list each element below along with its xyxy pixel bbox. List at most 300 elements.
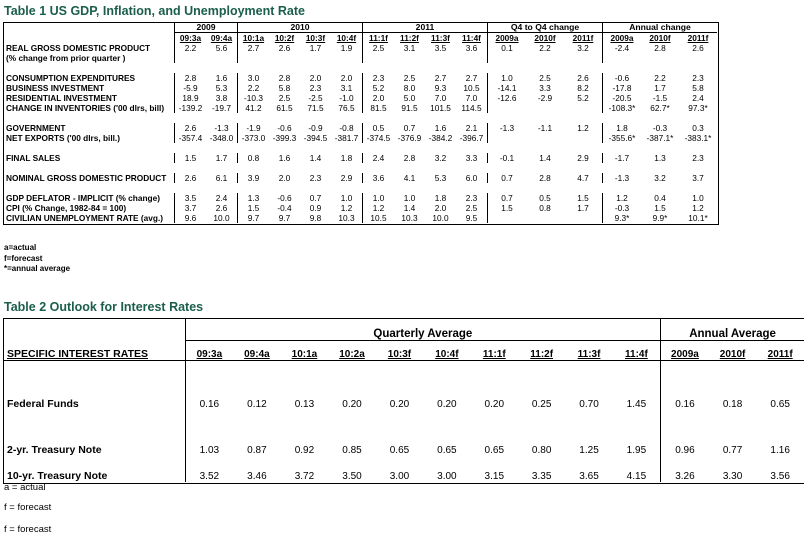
table1-cell: 2.6: [215, 203, 228, 213]
table2-cell: 0.18: [722, 399, 743, 410]
table2-row-spacer-cell: [185, 410, 233, 430]
table1-cell: 2.4: [363, 153, 395, 163]
table1-cell: [238, 53, 270, 63]
table2-cell: 3.56: [770, 471, 790, 482]
table1-cell: 2.3: [309, 173, 322, 183]
table1-cell: -383.1*: [684, 133, 712, 143]
table1-cell: [175, 53, 207, 63]
table2-column-header: 10:1a: [291, 348, 318, 360]
table1-row-label: NOMINAL GROSS DOMESTIC PRODUCT: [6, 173, 167, 183]
table-row: [3, 384, 804, 410]
table2-header-rule: [3, 360, 185, 384]
table2-cell: 3.50: [342, 471, 362, 482]
table1-cell: [564, 213, 603, 223]
table1-cell: 0.7: [488, 173, 527, 183]
table2-cell: 0.65: [389, 445, 410, 456]
table2: [3, 318, 804, 482]
table1-cell: 9.3: [434, 83, 447, 93]
table1-cell: 1.2: [340, 203, 353, 213]
table1-cell: -0.6: [603, 73, 642, 83]
table1-cell: 0.9: [309, 203, 322, 213]
table1-column-header: 11:3f: [431, 33, 450, 43]
table1-cell: -0.3: [652, 123, 668, 133]
table1-note-f: f=forecast: [4, 253, 43, 263]
table1-cell: [394, 53, 425, 63]
table1-cell: 8.2: [577, 83, 589, 93]
table1-column-header: 10:2f: [274, 33, 295, 43]
table2-cell: 3.46: [247, 471, 267, 482]
table2-cell: 0.16: [199, 399, 220, 410]
table2-cell: 0.20: [389, 399, 410, 410]
table1-cell: 2.0: [309, 73, 322, 83]
table1-cell: -1.0: [339, 93, 354, 103]
table1-cell: 1.8: [340, 153, 353, 163]
table1-cell: 61.5: [276, 103, 293, 113]
table1-group-header: 2010: [238, 22, 363, 33]
table2-cell: 0.70: [579, 399, 599, 410]
table1-cell: 81.5: [363, 103, 395, 113]
table2-row-label: 2-yr. Treasury Note: [3, 430, 185, 456]
table1: [3, 22, 717, 223]
table2-column-header: 09:3a: [196, 348, 223, 360]
table2-header-rule-cell: [565, 360, 612, 384]
table1-cell: -373.0: [238, 133, 270, 143]
table1-row-spacer: [3, 183, 717, 193]
table1-cell: 0.3: [692, 123, 704, 133]
table1-cell: 10.3: [401, 213, 418, 223]
table1-group-header: 2011: [363, 22, 488, 33]
table1-cell: -0.4: [277, 203, 292, 213]
table1-cell: -12.6: [488, 93, 527, 103]
table2-header-rule-cell: [281, 360, 329, 384]
table2-stub-header: SPECIFIC INTEREST RATES: [3, 340, 185, 360]
table1-cell: 1.6: [434, 123, 447, 133]
table1-column-header: 11:1f: [363, 33, 395, 44]
table1-cell: -10.3: [238, 93, 270, 103]
table1-cell: 1.3: [238, 193, 270, 203]
table1-cell: 2.5: [539, 73, 551, 83]
table1-cell: 1.3: [654, 153, 666, 163]
table1-cell: -381.7: [334, 133, 359, 143]
table1-cell: [526, 213, 564, 223]
table2-cell: 1.25: [579, 445, 599, 456]
table1-cell: 0.7: [309, 193, 322, 203]
table1-cell: 6.0: [465, 173, 478, 183]
table1-cell: -396.7: [459, 133, 484, 143]
table-row: [3, 203, 717, 213]
table2-notes: [4, 478, 51, 518]
table2-stub-corner: [3, 318, 185, 340]
table1-cell: -376.9: [397, 133, 422, 143]
table1-cell: 0.5: [539, 193, 551, 203]
table1-row-label: CHANGE IN INVENTORIES ('00 dlrs, bill): [6, 103, 165, 113]
table1-cell: [425, 53, 456, 63]
table1-cell: 1.8: [434, 193, 447, 203]
table2-cell: 1.03: [199, 445, 220, 456]
table1-cell: -355.6*: [603, 133, 642, 143]
table1-cell: -1.3: [488, 123, 527, 133]
table1-cell: [300, 53, 331, 63]
table1-cell: 0.7: [488, 193, 527, 203]
table1-cell: 9.3*: [603, 213, 642, 223]
table1-cell: 76.5: [338, 103, 355, 113]
table1-cell: [526, 103, 564, 113]
table2-header-rule-cell: [756, 360, 804, 384]
table1-cell: 1.0: [363, 193, 395, 203]
table1-cell: 3.6: [363, 173, 395, 183]
table1-group-header: Q4 to Q4 change: [488, 22, 603, 33]
table1-cell: 1.0: [403, 193, 416, 203]
table1-row-label: GOVERNMENT: [6, 123, 66, 133]
table1-cell: 9.7: [238, 213, 270, 223]
table1-stub-corner: [3, 22, 175, 33]
table1-row-label: CIVILIAN UNEMPLOYMENT RATE (avg.): [6, 213, 164, 223]
table1-notes: [4, 243, 70, 275]
table-row: [3, 430, 804, 456]
table2-row-spacer-cell: [709, 410, 757, 430]
table1-cell: 2.9: [340, 173, 353, 183]
table1-group-header: 2009: [175, 22, 238, 33]
table-row: [3, 173, 717, 183]
table1-cell: 1.2: [577, 123, 589, 133]
table2-header-rule-cell: [709, 360, 757, 384]
table1-cell: 2.7: [465, 73, 478, 83]
table1-cell: [526, 53, 564, 63]
table1-column-header: 2010f: [649, 33, 671, 43]
table1-cell: 0.5: [363, 123, 395, 133]
table2-header-rule-cell: [423, 360, 470, 384]
table2-row-spacer-cell: [423, 410, 470, 430]
table1-row-spacer: [3, 163, 717, 173]
table2-row-spacer-cell: [756, 410, 804, 430]
table2-row-label: 10-yr. Treasury Note: [3, 456, 185, 482]
table1-cell: 2.8: [539, 173, 551, 183]
table1-cell: -348.0: [209, 133, 234, 143]
table2-cell: 0.87: [247, 445, 267, 456]
table2-cell: 1.95: [626, 445, 647, 456]
table1-cell: -387.1*: [646, 133, 674, 143]
table1-cell: -0.8: [339, 123, 354, 133]
table2-column-header: 11:3f: [577, 348, 601, 360]
table2-column-header: 2010f: [719, 348, 746, 360]
table1-cell: 10.5: [363, 213, 395, 223]
table2-cell: 0.65: [484, 445, 505, 456]
table1-cell: -1.3: [214, 123, 229, 133]
table1-cell: 2.5: [403, 73, 416, 83]
table1-cell: 18.9: [175, 93, 207, 103]
table1-cell: 1.7: [215, 153, 228, 163]
table2-cell: 0.65: [437, 445, 457, 456]
table1-cell: -14.1: [488, 83, 527, 93]
table1-cell: 9.7: [278, 213, 291, 223]
table1-column-header: 2009a: [488, 33, 527, 44]
table1-column-header: 2011f: [572, 33, 594, 43]
table1-cell: 2.3: [692, 73, 704, 83]
table2-notes-extra: f = forecast: [4, 524, 52, 535]
table1-cell: 5.6: [215, 43, 228, 53]
table2-column-header: 2011f: [767, 348, 793, 360]
table1-column-header: 10:1a: [238, 33, 270, 44]
table-row: [3, 83, 717, 93]
table-row: [3, 103, 717, 113]
table1-cell: 1.0: [340, 193, 353, 203]
table2-cell: 0.80: [531, 445, 552, 456]
table1-cell: 71.5: [307, 103, 324, 113]
table2-cell: 0.20: [484, 399, 505, 410]
table2-note-f: f = forecast: [4, 502, 52, 513]
table2-header-rule-cell: [518, 360, 565, 384]
table1-row-label: RESIDENTIAL INVESTMENT: [6, 93, 117, 103]
table1-cell: 1.4: [309, 153, 322, 163]
table1-colhdr-stub: [3, 33, 175, 44]
table1-cell: [206, 53, 238, 63]
table1-cell: 5.8: [278, 83, 291, 93]
table2-column-header: 09:4a: [244, 348, 270, 360]
table2-column-header: 10:2a: [339, 348, 365, 360]
table1-column-header: 10:3f: [305, 33, 326, 43]
table-row: [3, 53, 717, 63]
table1-cell: -0.1: [488, 153, 527, 163]
table1-cell: 9.5: [465, 213, 478, 223]
table2-row-spacer-cell: [328, 410, 376, 430]
table2-cell: 0.12: [247, 399, 267, 410]
table1-title: Table 1 US GDP, Inflation, and Unemployment Rate: [4, 4, 305, 18]
table1-cell: [564, 53, 603, 63]
table1-cell: 1.5: [654, 203, 666, 213]
table1-cell: -0.6: [277, 123, 292, 133]
table1-cell: 1.2: [692, 203, 704, 213]
table-row: [3, 43, 717, 53]
table1-row-label: REAL GROSS DOMESTIC PRODUCT: [6, 43, 151, 53]
table2-row-label: Federal Funds: [3, 384, 185, 410]
table1-cell: 3.6: [465, 43, 478, 53]
table1-cell: 10.0: [432, 213, 449, 223]
table1-cell: 10.0: [213, 213, 230, 223]
table2-header-rule-cell: [328, 360, 376, 384]
table1-cell: -1.9: [238, 123, 270, 133]
table1-cell: 101.5: [430, 103, 451, 113]
table1-cell: 2.3: [363, 73, 395, 83]
table1-cell: -108.3*: [603, 103, 642, 113]
table1-cell: 2.3: [309, 83, 322, 93]
table1-cell: -2.9: [537, 93, 553, 103]
table1-cell: 2.7: [238, 43, 270, 53]
table1-cell: -0.3: [603, 203, 642, 213]
table1-cell: 2.6: [577, 73, 589, 83]
table2-cell: 0.65: [770, 399, 790, 410]
table2-column-header: 11:4f: [625, 348, 648, 360]
table2-header-rule-cell: [661, 360, 709, 384]
table1-row-label: CPI (% Change, 1982-84 = 100): [6, 203, 127, 213]
table1-row-label: (% change from prior quarter ): [6, 53, 126, 63]
table2-row-spacer-cell: [518, 410, 565, 430]
table2-header-rule-cell: [613, 360, 661, 384]
table1-cell: 2.1: [465, 123, 478, 133]
table2-cell: 0.77: [722, 445, 743, 456]
table1-cell: 3.9: [238, 173, 270, 183]
table1-cell: -384.2: [428, 133, 453, 143]
table2-column-header: 2009a: [661, 340, 709, 360]
table1-column-header: 2009a: [603, 33, 642, 44]
table1-cell: 3.8: [215, 93, 228, 103]
table1-cell: 41.2: [238, 103, 270, 113]
table2-row-spacer-cell: [376, 410, 423, 430]
table1-cell: 3.7: [175, 203, 207, 213]
table2-column-header: 10:4f: [435, 348, 459, 360]
table1-cell: -357.4: [175, 133, 207, 143]
table1-cell: 97.3*: [688, 103, 708, 113]
table2-cell: 3.15: [484, 471, 505, 482]
table2-row-spacer-label: [3, 410, 185, 430]
table1-cell: -0.9: [308, 123, 323, 133]
table1-row-label: CONSUMPTION EXPENDITURES: [6, 73, 136, 83]
table1-cell: 2.0: [363, 93, 395, 103]
table1-cell: 1.6: [278, 153, 291, 163]
table2-note-a: a = actual: [4, 482, 46, 493]
table1-cell: 10.5: [463, 83, 480, 93]
table1-cell: 0.8: [238, 153, 270, 163]
table-row: [3, 456, 804, 482]
table-row: [3, 93, 717, 103]
table1-column-header: 09:4a: [210, 33, 233, 43]
table2-cell: 0.25: [531, 399, 552, 410]
table1-cell: [488, 213, 527, 223]
table1-note-a: a=actual: [4, 243, 37, 252]
table1-cell: 1.2: [603, 193, 642, 203]
table1-cell: 4.1: [403, 173, 416, 183]
table-row: [3, 73, 717, 83]
table1-cell: 2.2: [539, 43, 551, 53]
table1-cell: 2.3: [465, 193, 478, 203]
table1-cell: 2.2: [654, 73, 666, 83]
table1-cell: 9.8: [309, 213, 322, 223]
table1-cell: 2.6: [175, 123, 207, 133]
table1-row-spacer: [3, 63, 717, 73]
table1-cell: 91.5: [401, 103, 418, 113]
table1-column-header: 2011f: [687, 33, 709, 43]
table1-row-label: BUSINESS INVESTMENT: [6, 83, 105, 93]
table1-row-label: NET EXPORTS ('00 dlrs, bill.): [6, 133, 121, 143]
table1-cell: 1.7: [654, 83, 666, 93]
table1-cell: -1.5: [652, 93, 668, 103]
table1-cell: 4.7: [577, 173, 589, 183]
table1-cell: -139.2: [175, 103, 207, 113]
table1-cell: [564, 133, 603, 143]
table1-cell: 2.5: [465, 203, 478, 213]
table1-cell: [363, 53, 395, 63]
table1-cell: 6.1: [215, 173, 228, 183]
table1-cell: 2.2: [238, 83, 270, 93]
table1-cell: 3.1: [403, 43, 416, 53]
table2-cell: 3.00: [389, 471, 410, 482]
table1-cell: 7.0: [434, 93, 447, 103]
table-row: [3, 123, 717, 133]
table1-cell: [564, 103, 603, 113]
table2-cell: 4.15: [626, 471, 647, 482]
table1-cell: 2.5: [363, 43, 395, 53]
table1-cell: 10.3: [338, 213, 355, 223]
table1-cell: 10.1*: [688, 213, 708, 223]
table1-cell: [456, 53, 488, 63]
table1-cell: 8.0: [403, 83, 416, 93]
table1-cell: -20.5: [603, 93, 642, 103]
table2-row-spacer-cell: [613, 410, 661, 430]
table1-cell: 2.4: [692, 93, 704, 103]
table1-cell: 3.1: [340, 83, 353, 93]
table1-cell: -1.7: [603, 153, 642, 163]
table1-cell: 5.8: [692, 83, 704, 93]
table1-column-header: 2010f: [534, 33, 556, 43]
table1-cell: 114.5: [461, 103, 482, 113]
table1-cell: [603, 53, 642, 63]
table1-cell: 7.0: [465, 93, 478, 103]
table1-cell: [269, 53, 300, 63]
table1-cell: 1.9: [340, 43, 353, 53]
table1-cell: 2.6: [278, 43, 291, 53]
table2-cell: 0.16: [661, 384, 709, 410]
table1-cell: 5.0: [403, 93, 416, 103]
table1-cell: 2.8: [654, 43, 666, 53]
table2-cell: 0.96: [661, 430, 709, 456]
table2-cell: 3.65: [579, 471, 599, 482]
table1-cell: 3.2: [434, 153, 447, 163]
table1-cell: 3.5: [434, 43, 447, 53]
table1-cell: 2.6: [175, 173, 207, 183]
table2-title: Table 2 Outlook for Interest Rates: [4, 300, 204, 314]
table1-cell: 1.4: [403, 203, 416, 213]
table1-cell: 1.5: [577, 193, 589, 203]
table1-cell: 3.7: [692, 173, 704, 183]
table2-header-rule-cell: [185, 360, 233, 384]
table2-cell: 1.45: [626, 399, 647, 410]
table1-cell: 5.2: [577, 93, 589, 103]
table1-cell: 2.0: [340, 73, 353, 83]
table1-cell: 3.2: [577, 43, 589, 53]
table2-group-header: Annual Average: [661, 318, 804, 340]
table2-cell: 3.30: [722, 471, 743, 482]
table1-cell: 9.6: [175, 213, 207, 223]
table1-cell: 1.2: [363, 203, 395, 213]
table1-cell: 2.6: [692, 43, 704, 53]
table1-cell: 9.9*: [652, 213, 668, 223]
table1-column-header: 10:4f: [336, 33, 357, 43]
table-row: [3, 133, 717, 143]
table1-cell: 3.3: [539, 83, 551, 93]
table2-group-header: Quarterly Average: [185, 318, 661, 340]
table2-row-spacer-cell: [233, 410, 281, 430]
table1-cell: 2.4: [215, 193, 228, 203]
table1-cell: 2.0: [278, 173, 291, 183]
table1-cell: [679, 53, 717, 63]
table1-cell: 5.2: [363, 83, 395, 93]
table1-cell: -374.5: [363, 133, 395, 143]
table1-column-header: 09:3a: [175, 33, 207, 44]
table1-cell: [641, 53, 679, 63]
table1-cell: 2.8: [403, 153, 416, 163]
table1-cell: 0.4: [654, 193, 666, 203]
table1-cell: 1.0: [488, 73, 527, 83]
table1-cell: -0.6: [277, 193, 292, 203]
table2-header-rule-cell: [233, 360, 281, 384]
table2-row-spacer-cell: [281, 410, 329, 430]
table1-cell: -2.4: [603, 43, 642, 53]
table1-cell: 2.8: [278, 73, 291, 83]
table1-cell: 1.4: [539, 153, 551, 163]
table1-cell: 1.8: [603, 123, 642, 133]
table1-cell: 1.7: [309, 43, 322, 53]
table1-cell: 1.7: [577, 203, 589, 213]
table1-cell: 1.0: [692, 193, 704, 203]
